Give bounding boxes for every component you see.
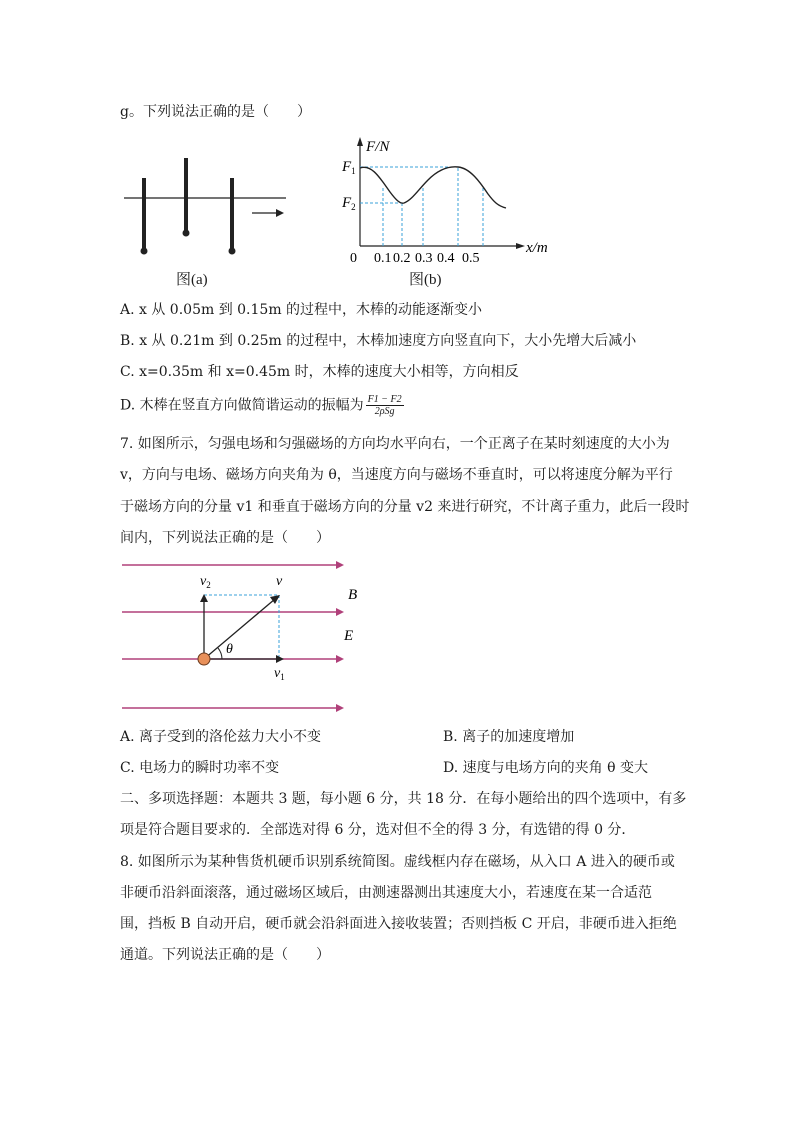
q8-line-3: 围，挡板 B 自动开启，硬币就会沿斜面进入接收装置；否则挡板 C 开启，非硬币进入拒绝 — [120, 916, 677, 932]
q8-line-4: 通道。下列说法正确的是（ ） — [120, 947, 330, 963]
q7-line-3: 于磁场方向的分量 v1 和垂直于磁场方向的分量 v2 来进行研究，不计离子重力，此后一段时 — [120, 499, 690, 515]
v2-label: $v_2$ — [200, 574, 211, 590]
q6-option-d-text: D. 木棒在竖直方向做简谐运动的振幅为 — [120, 397, 364, 414]
tick-label: 0.1 — [374, 251, 392, 266]
amplitude-fraction: $\frac{F1 - F2}{\text{2ρSg}}$ — [367, 394, 402, 417]
q7-option-a: A. 离子受到的洛伦兹力大小不变 — [120, 729, 322, 745]
q6-option-a: A. x 从 0.05m 到 0.15m 的过程中，木棒的动能逐渐变小 — [120, 302, 483, 318]
q6-option-b: B. x 从 0.21m 到 0.25m 的过程中，木棒加速度方向竖直向下，大小先增大后减小 — [120, 333, 637, 349]
q7-line-4: 间内，下列说法正确的是（ ） — [120, 530, 330, 546]
tick-label: 0.5 — [462, 251, 480, 266]
q8-line-1: 8. 如图所示为某种售货机硬币识别系统简图。虚线框内存在磁场，从入口 A 进入的硬币或 — [120, 854, 675, 870]
q7-line-2: v，方向与电场、磁场方向夹角为 θ，当速度方向与磁场不垂直时，可以将速度分解为平行 — [120, 467, 673, 483]
q7-option-c: C. 电场力的瞬时功率不变 — [120, 760, 280, 776]
tick-label: 0.3 — [415, 251, 433, 266]
section2-line-2: 项是符合题目要求的．全部选对得 6 分，选对但不全的得 3 分，有选错的得 0 分． — [120, 822, 636, 838]
q8-line-2: 非硬币沿斜面滚落，通过磁场区域后，由测速器测出其速度大小，若速度在某一合适范 — [120, 885, 652, 901]
y-axis-label: F/N — [366, 139, 390, 155]
v-label: v — [276, 574, 283, 589]
q7-line-1: 7. 如图所示，匀强电场和匀强磁场的方向均水平向右，一个正离子在某时刻速度的大小为 — [120, 436, 670, 452]
f2-label: $F_2$ — [342, 195, 356, 212]
v1-label: $v_1$ — [274, 666, 285, 682]
q6-option-c: C. x=0.35m 和 x=0.45m 时，木棒的速度大小相等，方向相反 — [120, 364, 519, 380]
theta-label: θ — [226, 642, 233, 657]
f1-label: $F_1$ — [342, 159, 356, 176]
figure-fields — [118, 555, 368, 720]
q6-option-d — [120, 394, 404, 417]
e-label: E — [344, 628, 354, 644]
tick-label: 0.4 — [437, 251, 455, 266]
q6-intro-tail: g。下列说法正确的是（ ） — [120, 104, 311, 120]
figure-a-caption: 图(a) — [176, 272, 208, 288]
figure-b-caption: 图(b) — [409, 272, 442, 288]
b-label: B — [348, 587, 358, 603]
x-axis-label: x/m — [526, 240, 548, 256]
tick-label: 0.2 — [393, 251, 411, 266]
q7-option-d: D. 速度与电场方向的夹角 θ 变大 — [443, 760, 648, 776]
q7-option-b: B. 离子的加速度增加 — [443, 729, 575, 745]
figure-b — [338, 134, 558, 274]
figure-a — [118, 150, 298, 290]
section2-line-1: 二、多项选择题：本题共 3 题，每小题 6 分，共 18 分．在每小题给出的四个选项中，有多 — [120, 791, 687, 807]
origin-label: 0 — [350, 251, 357, 266]
